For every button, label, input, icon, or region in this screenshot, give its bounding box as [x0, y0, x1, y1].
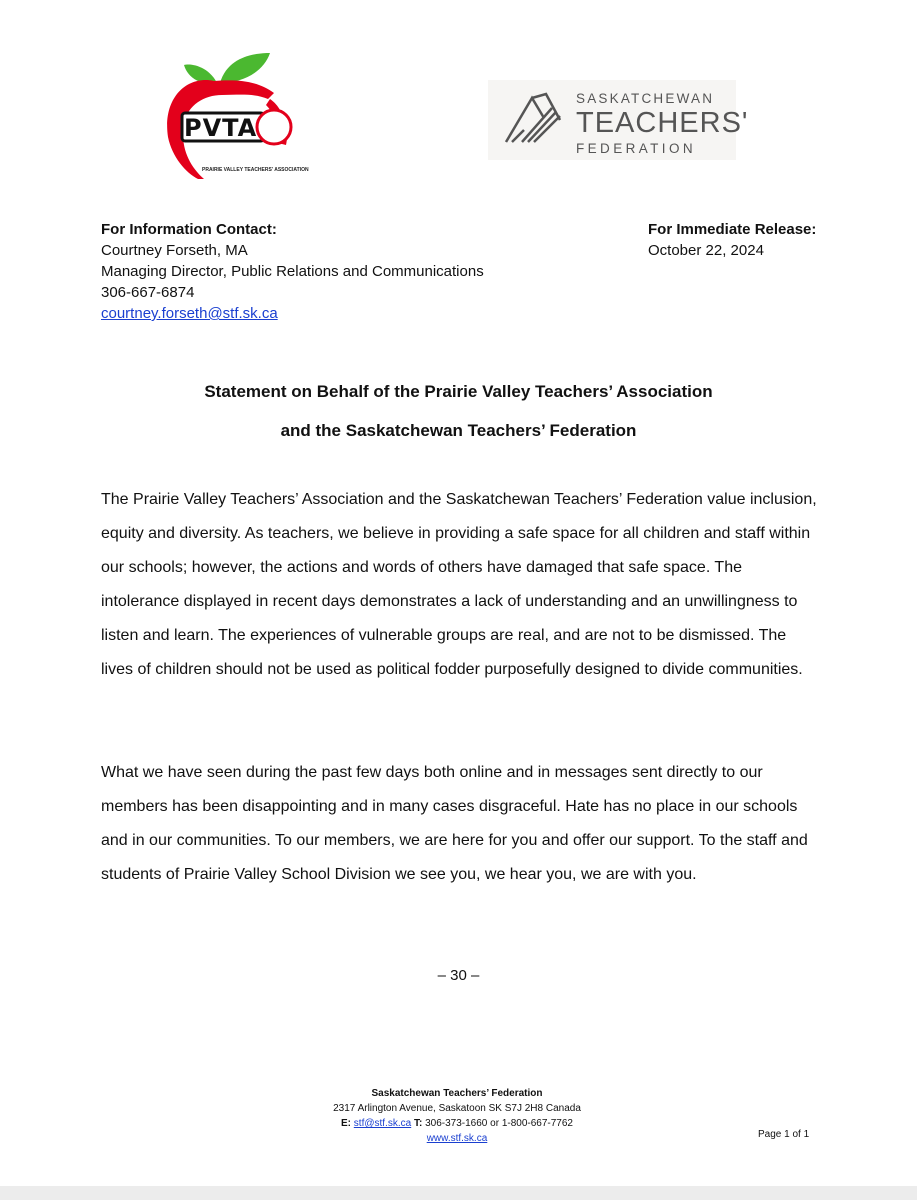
footer-email-link[interactable]: stf@stf.sk.ca	[353, 1118, 412, 1129]
release-info	[648, 219, 816, 261]
pvta-logo	[158, 45, 309, 185]
statement-title-line1: Statement on Behalf of the Prairie Valley Teachers’ Association	[204, 382, 713, 401]
pvta-letters: PVTA	[184, 114, 258, 142]
body-paragraph-2: What we have seen during the past few days both online and in messages sent directly to our members has been disappointing and in many cases disgraceful. Hate has no place in our schools and in our communities. To our members, we are here for you and offer our support. To the staff and students of Prairie Valley School Division we see you, we hear you, we are with you.	[101, 764, 808, 883]
footer	[250, 1086, 664, 1146]
contact-phone: 306-667-6874	[101, 284, 195, 301]
stf-wordmark	[576, 92, 748, 155]
stf-wordmark-line1: SASKATCHEWAN	[576, 91, 715, 106]
footer-contact-line	[250, 1116, 664, 1131]
footer-org: Saskatchewan Teachers’ Federation	[371, 1088, 543, 1099]
information-contact	[101, 219, 484, 324]
footer-phones: 306-373-1660 or 1-800-667-7762	[425, 1118, 573, 1129]
end-mark: – 30 –	[437, 967, 480, 984]
footer-phone-label: T:	[413, 1118, 423, 1129]
page-number: Page 1 of 1	[758, 1129, 810, 1140]
viewer-bottom-bar	[0, 1186, 917, 1200]
stf-wordmark-line3: FEDERATION	[576, 140, 697, 156]
stf-wordmark-line2: TEACHERS'	[576, 106, 749, 139]
contact-email-link[interactable]: courtney.forseth@stf.sk.ca	[101, 305, 278, 322]
body-paragraph-1: The Prairie Valley Teachers’ Association and the Saskatchewan Teachers’ Federation value inclusion, equity and diversity. As teachers, we believe in providing a safe space for all children and staff within our schools; however, the actions and words of others have damaged that safe space. The intolerance displayed in recent days demonstrates a lack of understanding and an unwillingness to listen and learn. The experiences of vulnerable groups are real, and are not to be dismissed. The lives of children should not be used as political fodder purposefully designed to divide communities.	[101, 491, 817, 678]
contact-heading: For Information Contact:	[101, 221, 277, 238]
footer-email-label: E:	[341, 1118, 352, 1129]
release-heading: For Immediate Release:	[648, 221, 817, 238]
footer-address: 2317 Arlington Avenue, Saskatoon SK S7J 2H8 Canada	[333, 1103, 581, 1114]
footer-website-link[interactable]: www.stf.sk.ca	[426, 1133, 488, 1144]
release-date: October 22, 2024	[648, 242, 764, 259]
stf-logo	[488, 80, 749, 160]
contact-role: Managing Director, Public Relations and Communications	[101, 263, 484, 280]
contact-name: Courtney Forseth, MA	[101, 242, 248, 259]
stf-mountain-icon	[502, 90, 564, 150]
statement-title-line2: and the Saskatchewan Teachers’ Federation	[280, 421, 637, 440]
pvta-caption: PRAIRIE VALLEY TEACHERS' ASSOCIATION	[202, 167, 309, 173]
